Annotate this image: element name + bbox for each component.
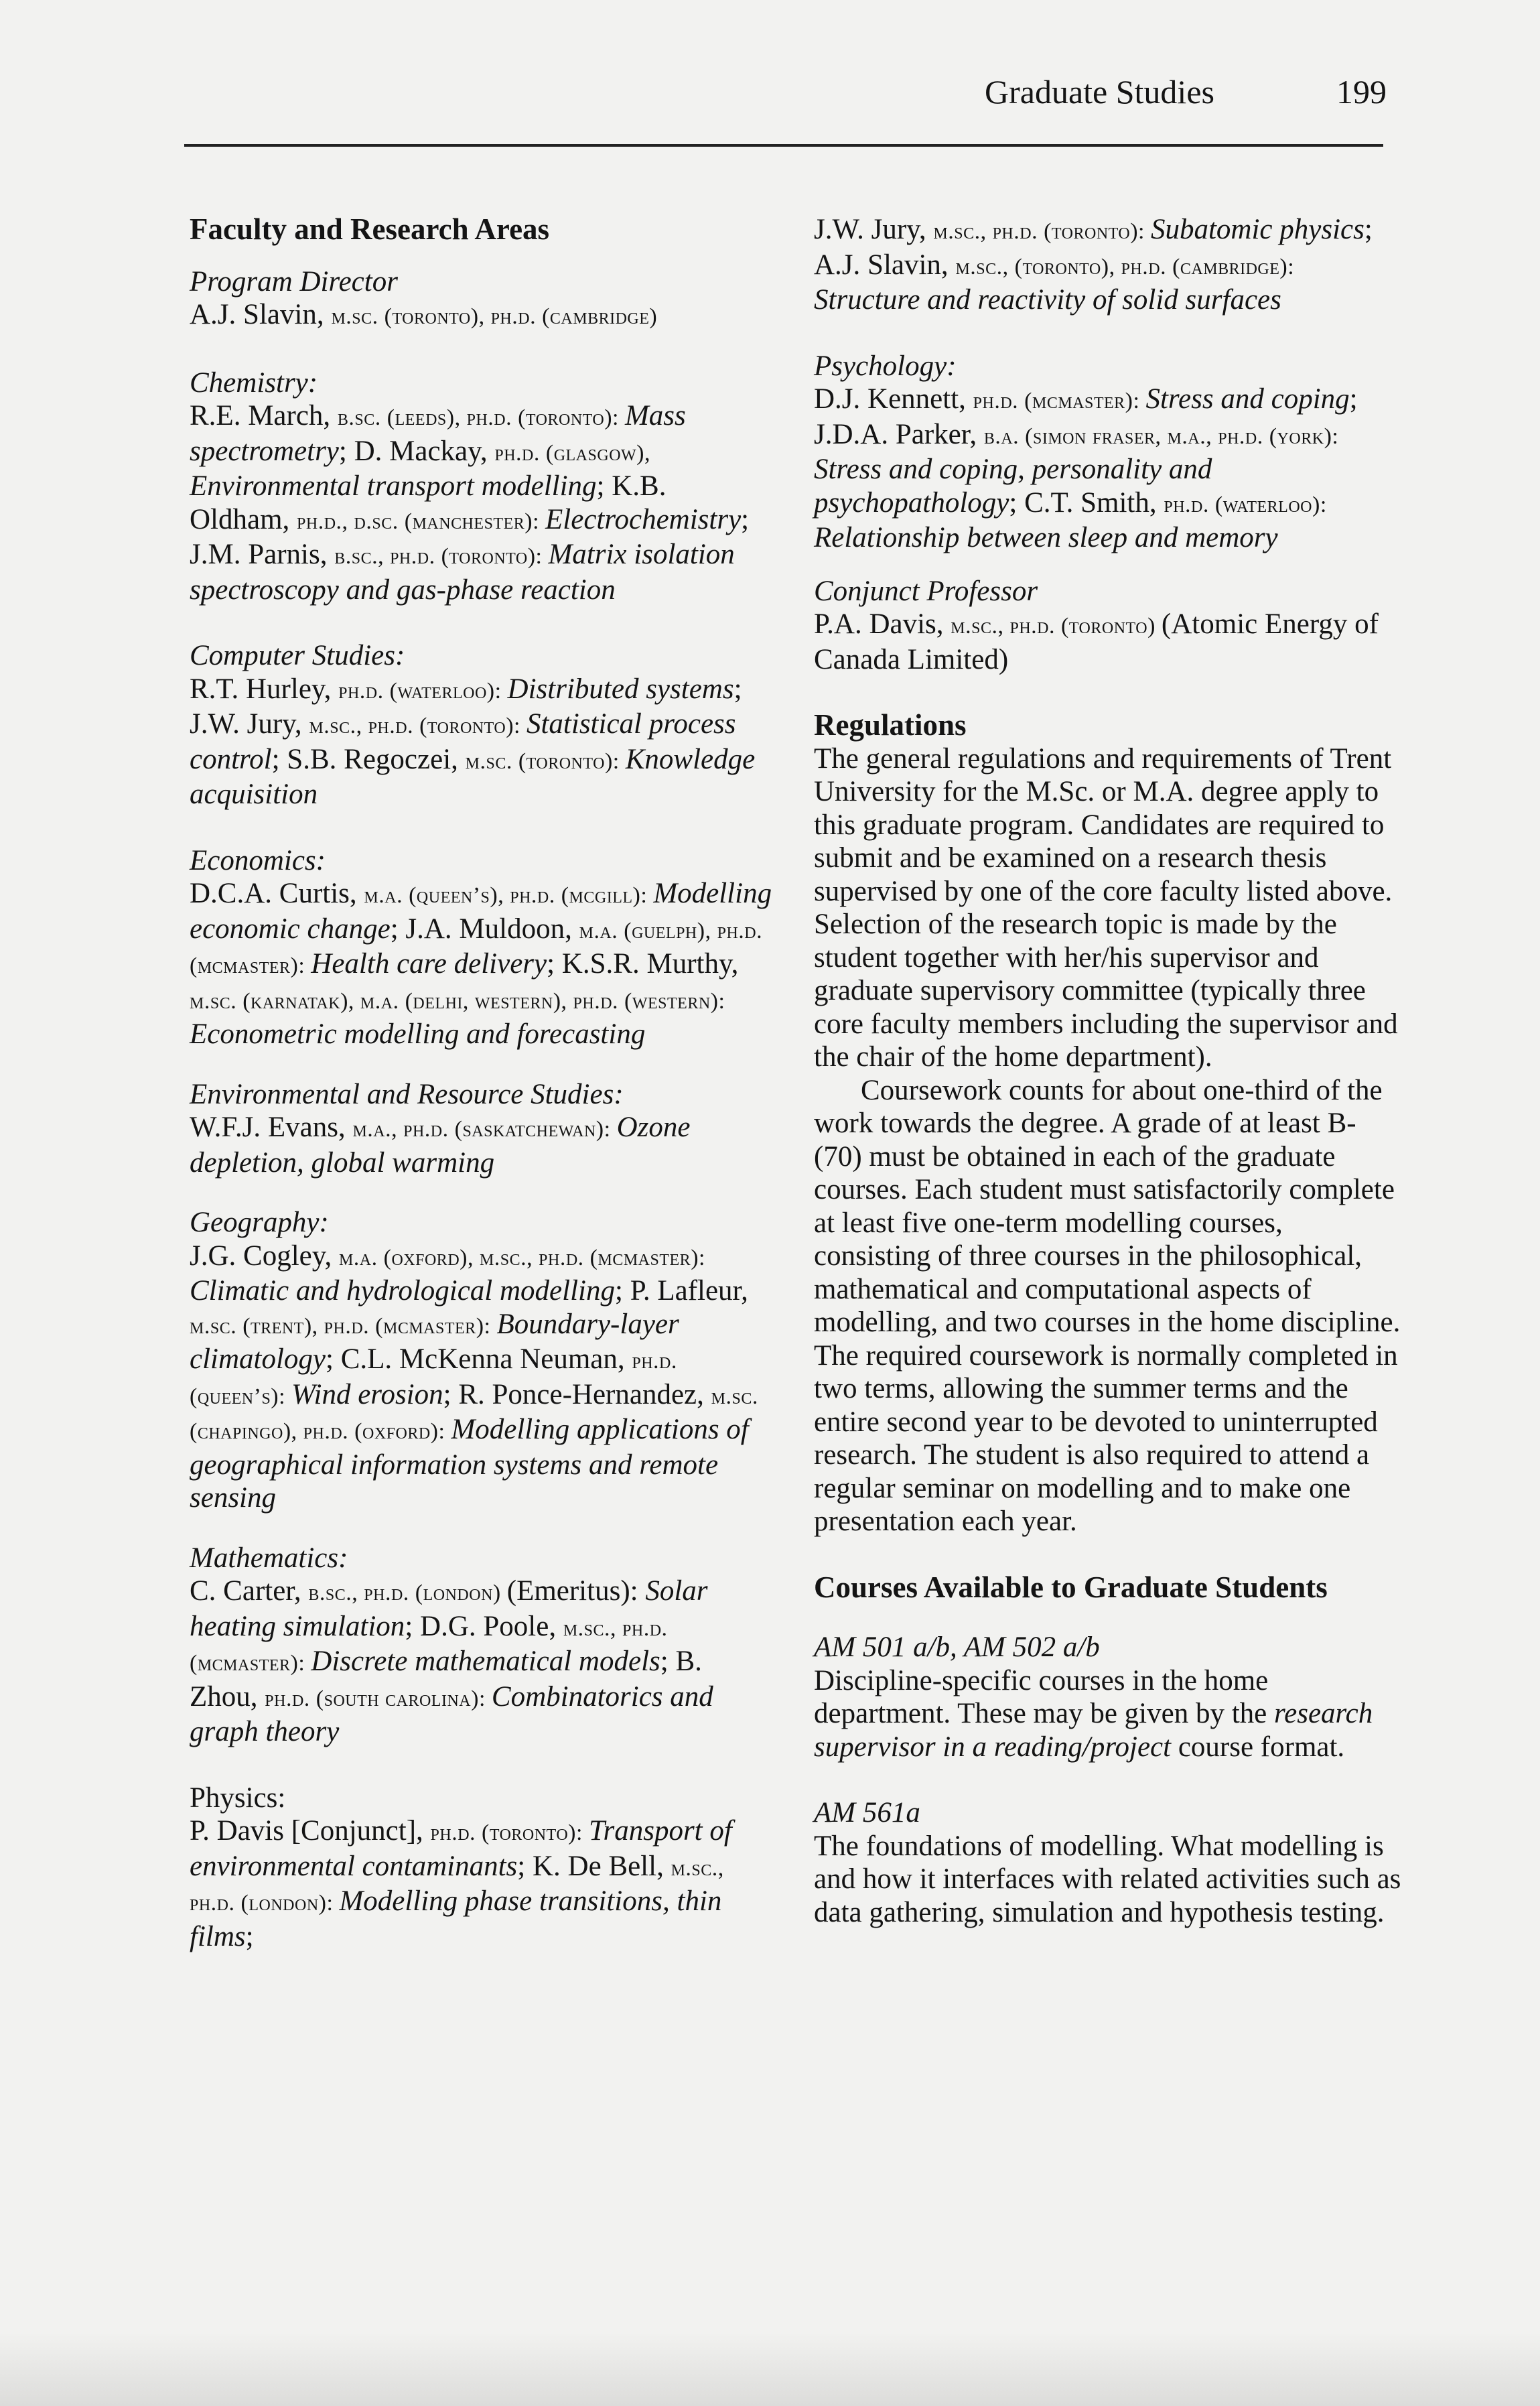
psychology-label: Psychology: xyxy=(814,350,957,382)
course-code: AM 561a xyxy=(814,1797,920,1828)
computer-studies-block xyxy=(190,639,772,811)
chemistry-entries: R.E. March, b.sc. (leeds), ph.d. (toronto): Mass spectrometry; D. Mackay, ph.d. (glasgow), Environmental transport modelling; K.B. Oldham, ph.d., d.sc. (manchester): Electrochemistry; J.M. Parnis, b.sc., ph.d. (toronto): Matrix isolation spectroscopy and gas-phase reaction xyxy=(190,400,750,606)
section-title: Graduate Studies xyxy=(985,73,1214,111)
geography-entries: J.G. Cogley, m.a. (oxford), m.sc., ph.d. (mcmaster): Climatic and hydrological modelling; P. Lafleur, m.sc. (trent), ph.d. (mcmaster): Boundary-layer climatology; C.L. McKenna Neuman, ph.d. (queen’s): Wind erosion; R. Ponce-Hernandez, m.sc. (chapingo), ph.d. (oxford): Modelling applications of geographical information systems and remote sensing xyxy=(190,1240,758,1514)
header-rule xyxy=(184,144,1383,147)
page-number: 199 xyxy=(1336,73,1387,111)
physics-label: Physics: xyxy=(190,1782,286,1814)
environmental-block xyxy=(190,1078,772,1180)
regulations-paragraph-2: Coursework counts for about one-third of the work towards the degree. A grade of at least B- (70) must be obtained in each of the graduate courses. Each student must satisfactorily complete at least five one-term modelling courses, consisting of three courses in the philosophical, mathematical and computational aspects of modelling, and two courses in the home discipline. The required coursework is normally completed in two terms, allowing the summer terms and the entire second year to be devoted to uninterrupted research. The student is also required to attend a regular seminar on modelling and to make one presentation each year. xyxy=(814,1074,1401,1537)
physics-continued-entries: J.W. Jury, m.sc., ph.d. (toronto): Subatomic physics; A.J. Slavin, m.sc., (toronto), ph.d. (cambridge): Structure and reactivity of solid surfaces xyxy=(814,214,1373,316)
conjunct-block xyxy=(814,575,1403,677)
course-description: Discipline-specific courses in the home department. These may be given by the research supervisor in a reading/project course format. xyxy=(814,1664,1373,1763)
economics-label: Economics: xyxy=(190,844,326,876)
mathematics-label: Mathematics: xyxy=(190,1542,348,1574)
conjunct-label: Conjunct Professor xyxy=(814,575,1038,607)
geography-block xyxy=(190,1206,772,1515)
physics-block xyxy=(190,1782,772,1954)
program-director-entry: A.J. Slavin, m.sc. (toronto), ph.d. (cambridge) xyxy=(190,299,658,330)
course-item-am501 xyxy=(814,1631,1403,1763)
mathematics-block xyxy=(190,1542,772,1749)
psychology-block xyxy=(814,350,1403,555)
mathematics-entries: C. Carter, b.sc., ph.d. (london) (Emeritus): Solar heating simulation; D.G. Poole, m.sc., ph.d. (mcmaster): Discrete mathematical models; B. Zhou, ph.d. (south carolina): Combinatorics and graph theory xyxy=(190,1575,713,1747)
psychology-entries: D.J. Kennett, ph.d. (mcmaster): Stress and coping; J.D.A. Parker, b.a. (simon fraser, m.a., ph.d. (york): Stress and coping, personality and psychopathology; C.T. Smith, ph.d. (waterloo): Relationship between sleep and memory xyxy=(814,383,1358,553)
computer-studies-label: Computer Studies: xyxy=(190,640,405,671)
economics-block xyxy=(190,844,772,1051)
page-edge-shadow xyxy=(0,2332,1540,2406)
faculty-heading: Faculty and Research Areas xyxy=(190,212,550,246)
courses-block xyxy=(814,1571,1403,1930)
running-head xyxy=(985,72,1387,119)
courses-heading: Courses Available to Graduate Students xyxy=(814,1570,1328,1604)
left-column xyxy=(190,213,772,1953)
regulations-heading: Regulations xyxy=(814,708,967,742)
regulations-paragraph-1: The general regulations and requirements of Trent University for the M.Sc. or M.A. degree apply to this graduate program. Candidates are required to submit and be examined on a research thesis supervised by one of the core faculty listed above. Selection of the research topic is made by the student together with her/his supervisor and graduate supervisory committee (typically three core faculty members including the supervisor and the chair of the home department). xyxy=(814,742,1398,1073)
chemistry-label: Chemistry: xyxy=(190,366,318,399)
geography-label: Geography: xyxy=(190,1207,329,1238)
program-director-label: Program Director xyxy=(190,265,398,297)
course-item-am561 xyxy=(814,1796,1403,1929)
program-director-block xyxy=(190,265,772,334)
regulations-block xyxy=(814,709,1403,1538)
course-code: AM 501 a/b, AM 502 a/b xyxy=(814,1631,1100,1663)
right-column xyxy=(814,213,1403,1929)
environmental-entries: W.F.J. Evans, m.a., ph.d. (saskatchewan): Ozone depletion, global warming xyxy=(190,1112,691,1179)
computer-studies-entries: R.T. Hurley, ph.d. (waterloo): Distributed systems; J.W. Jury, m.sc., ph.d. (toronto): Statistical process control; S.B. Regoczei, m.sc. (toronto): Knowledge acquisition xyxy=(190,673,756,810)
course-description: The foundations of modelling. What modelling is and how it interfaces with related activities such as data gathering, simulation and hypothesis testing. xyxy=(814,1830,1401,1928)
conjunct-entry: P.A. Davis, m.sc., ph.d. (toronto) (Atomic Energy of Canada Limited) xyxy=(814,608,1379,675)
physics-entries: P. Davis [Conjunct], ph.d. (toronto): Transport of environmental contaminants; K. De Bell, m.sc., ph.d. (london): Modelling phase transitions, thin films; xyxy=(190,1815,732,1952)
chemistry-block xyxy=(190,366,772,607)
economics-entries: D.C.A. Curtis, m.a. (queen’s), ph.d. (mcgill): Modelling economic change; J.A. Muldoon, m.a. (guelph), ph.d. (mcmaster): Health care delivery; K.S.R. Murthy, m.sc. (karnatak), m.a. (delhi, western), ph.d. (western): Econometric modelling and forecasting xyxy=(190,878,772,1050)
environmental-label: Environmental and Resource Studies: xyxy=(190,1078,624,1110)
physics-continued-block xyxy=(814,213,1403,317)
